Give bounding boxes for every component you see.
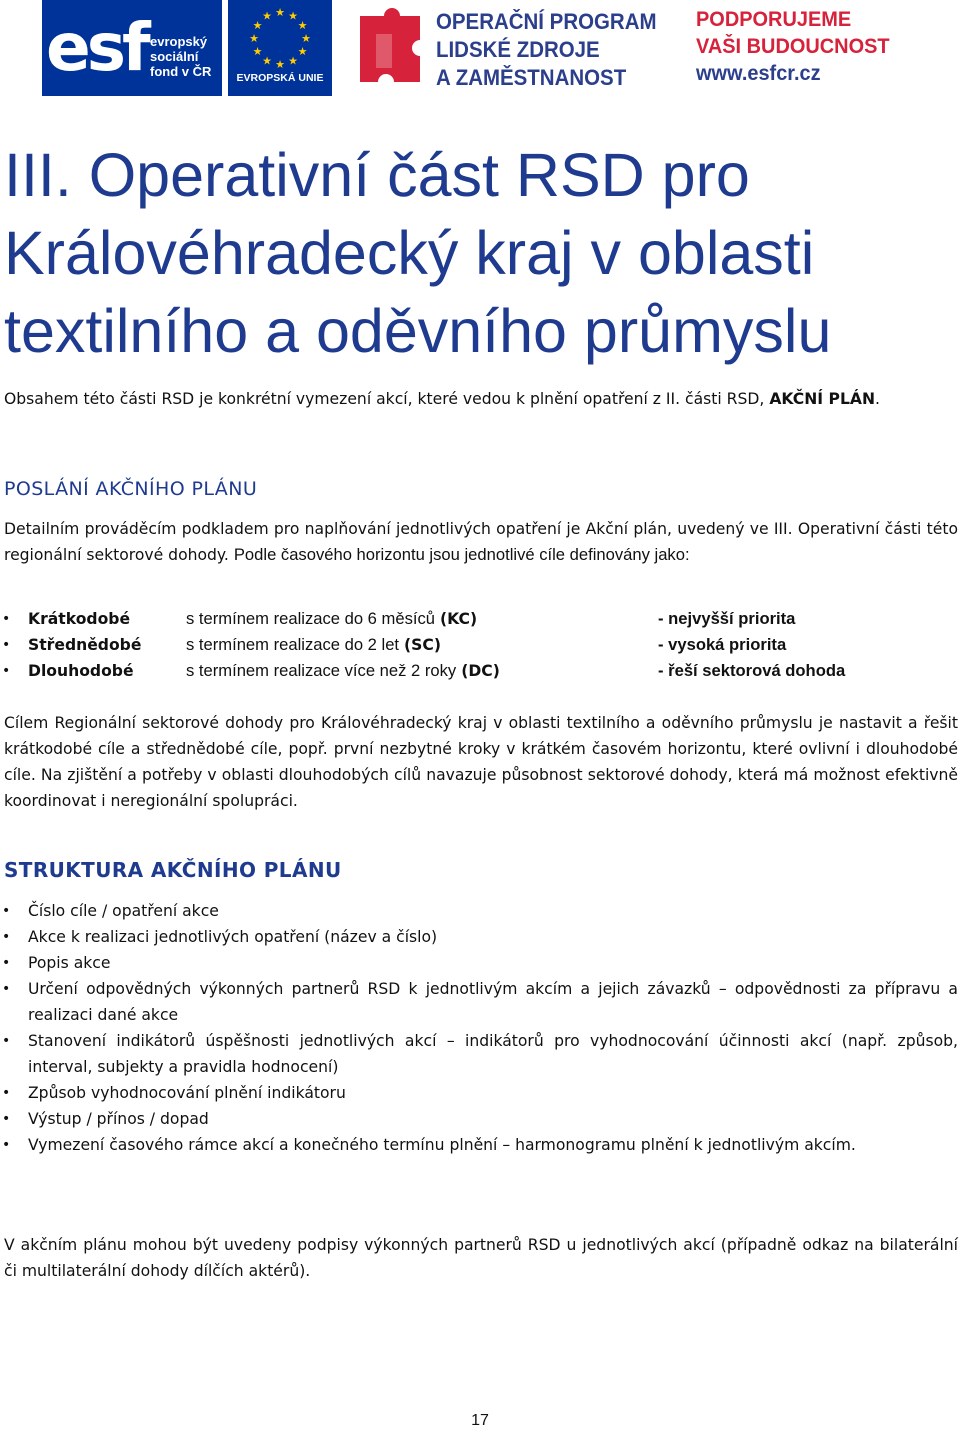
esfcr-url: www.esfcr.cz xyxy=(696,62,821,85)
eu-label: EVROPSKÁ UNIE xyxy=(236,72,324,84)
list-item: • Popis akce xyxy=(0,950,958,976)
list-item: • Stanovení indikátorů úspěšnosti jednotlivých akcí – indikátorů pro vyhodnocování účinnosti akcí (např. způsob, interval, subjekty a pravidla hodnocení) xyxy=(0,1028,958,1080)
op-lzz-text: OPERAČNÍ PROGRAM LIDSKÉ ZDROJE A ZAMĚSTNANOST xyxy=(436,9,657,90)
svg-text:★: ★ xyxy=(297,19,308,32)
page-title: III. Operativní část RSD pro Královéhradecký kraj v oblasti textilního a oděvního průmyslu xyxy=(4,141,832,365)
term-name: Krátkodobé xyxy=(28,610,131,628)
puzzle-icon xyxy=(354,6,432,92)
svg-text:★: ★ xyxy=(252,45,263,58)
op-lzz-logo xyxy=(354,2,674,94)
term-priority: - nejvyšší priorita xyxy=(658,609,796,628)
eu-flag-logo xyxy=(228,0,332,96)
term-priority: - vysoká priorita xyxy=(658,635,787,654)
term-name: Dlouhodobé xyxy=(28,662,134,680)
list-item: • Číslo cíle / opatření akce xyxy=(0,898,958,924)
term-desc: s termínem realizace do 6 měsíců (KC) xyxy=(186,609,478,628)
svg-text:★: ★ xyxy=(252,19,263,32)
term-row xyxy=(0,632,960,658)
svg-text:★: ★ xyxy=(275,6,285,19)
action-plan-bold: AKČNÍ PLÁN xyxy=(769,390,876,408)
term-row xyxy=(0,606,960,632)
structure-list xyxy=(0,898,960,1158)
intro-paragraph: Obsahem této části RSD je konkrétní vymezení akcí, které vedou k plnění opatření z II. části RSD, AKČNÍ PLÁN. xyxy=(4,390,880,408)
esf-logo-text: evropský sociální fond v ČR xyxy=(150,34,212,79)
page-number: 17 xyxy=(471,1412,489,1429)
svg-text:★: ★ xyxy=(262,9,272,23)
svg-text:★: ★ xyxy=(288,54,298,68)
support-slogan: PODPORUJEME VAŠI BUDOUCNOST www.esfcr.cz xyxy=(696,8,890,85)
list-item: • Způsob vyhodnocování plnění indikátoru xyxy=(0,1080,958,1106)
header-logos xyxy=(0,0,960,100)
svg-text:★: ★ xyxy=(275,58,285,70)
svg-text:★: ★ xyxy=(297,45,308,58)
term-row xyxy=(0,658,960,684)
esf-logo-word: esf xyxy=(46,9,147,86)
term-priority: - řeší sektorová dohoda xyxy=(658,661,846,680)
mission-paragraph-arial: Podle časového horizontu jsou jednotlivé cíle definovány jako: xyxy=(233,545,690,564)
svg-text:★: ★ xyxy=(301,32,311,45)
list-item: • Výstup / přínos / dopad xyxy=(0,1106,958,1132)
goal-paragraph: Cílem Regionální sektorové dohody pro Královéhradecký kraj v oblasti textilního a oděvního průmyslu je nastavit a řešit krátkodobé cíle a střednědobé cíle, popř. první nezbytné kroky v krátkém časovém horizontu, které ovlivní i dlouhodobé cíle. Na zjištění a potřeby v oblasti dlouhodobých cílů navazuje působnost sektorové dohody, která má možnost efektivně koordinovat i neregionální spolupráci. xyxy=(4,714,958,810)
bullet-icon: • xyxy=(2,611,11,627)
term-desc: s termínem realizace více než 2 roky (DC) xyxy=(186,661,500,680)
structure-heading: STRUKTURA AKČNÍHO PLÁNU xyxy=(4,858,342,882)
list-item: • Určení odpovědných výkonných partnerů RSD k jednotlivým akcím a jejich závazků – odpovědnosti za přípravu a realizaci dané akce xyxy=(0,976,958,1028)
term-name: Střednědobé xyxy=(28,636,142,654)
term-desc: s termínem realizace do 2 let (SC) xyxy=(186,635,441,654)
svg-text:★: ★ xyxy=(249,32,259,45)
eu-stars-icon xyxy=(244,4,316,70)
bullet-icon: • xyxy=(2,637,11,653)
mission-heading: POSLÁNÍ AKČNÍHO PLÁNU xyxy=(4,478,258,500)
svg-text:★: ★ xyxy=(262,54,272,68)
svg-text:★: ★ xyxy=(288,9,298,23)
list-item: • Akce k realizaci jednotlivých opatření (název a číslo) xyxy=(0,924,958,950)
mission-paragraph: Detailním prováděcím podkladem pro naplňování jednotlivých opatření je Akční plán, uvedený ve III. Operativní části této regionální sektorové dohody. Podle časového horizontu jsou jednotlivé cíle definovány jako: xyxy=(4,520,958,564)
esf-logo xyxy=(42,0,222,96)
list-item: • Vymezení časového rámce akcí a konečného termínu plnění – harmonogramu plnění k jednotlivým akcím. xyxy=(0,1132,958,1158)
bullet-icon: • xyxy=(2,663,11,679)
closing-paragraph: V akčním plánu mohou být uvedeny podpisy výkonných partnerů RSD u jednotlivých akcí (případně odkaz na bilaterální či multilaterální dohody dílčích aktérů). xyxy=(4,1236,958,1280)
